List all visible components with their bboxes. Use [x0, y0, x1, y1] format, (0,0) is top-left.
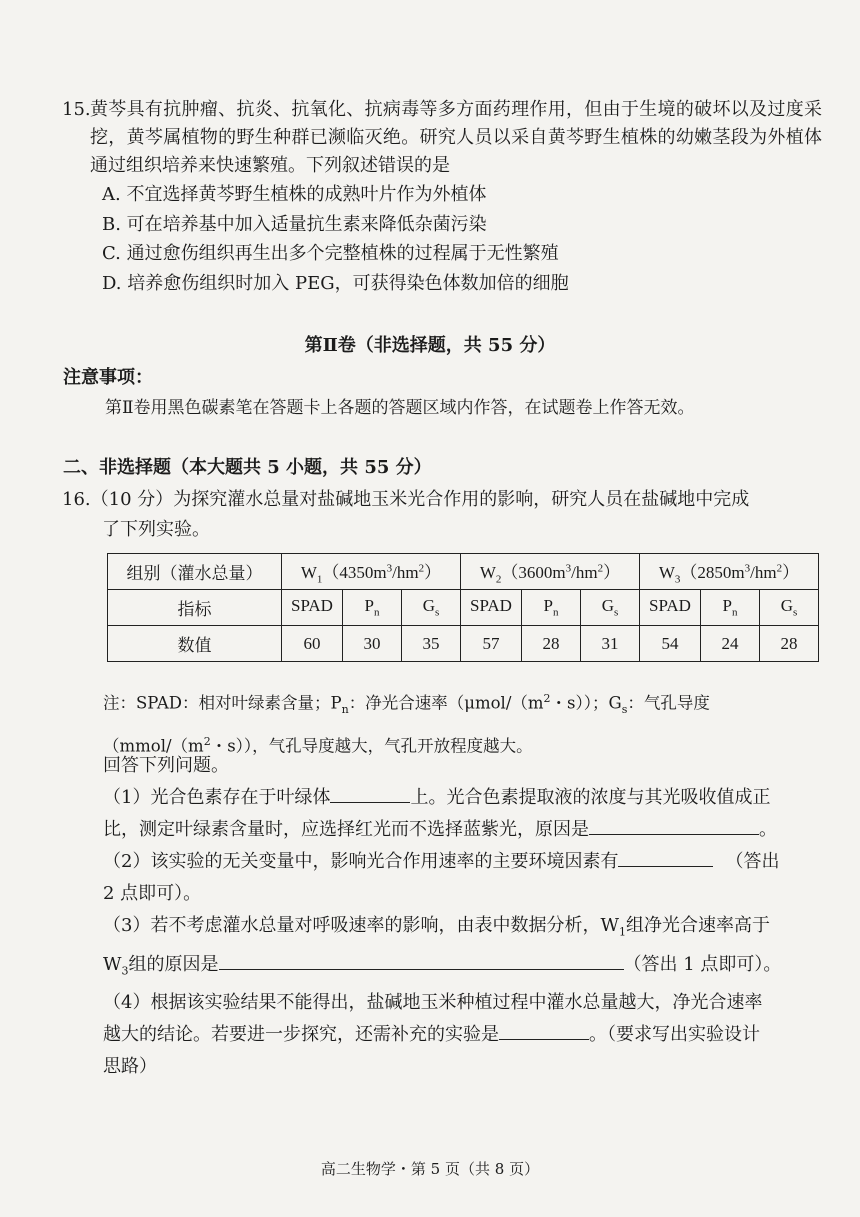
sub-question-4-end: 思路）: [103, 1056, 157, 1078]
answer-blank[interactable]: [618, 846, 713, 867]
indicator-cell: $P_n$: [522, 590, 581, 626]
indicator-cell: $P_n$: [701, 590, 760, 626]
value-cell: 24: [701, 626, 760, 662]
sub-question-3-cont: $W_3$组的原因是 （答出 1 点即可）。: [103, 949, 823, 988]
option-a: A. 不宜选择黄芩野生植株的成熟叶片作为外植体: [102, 184, 487, 205]
table-row-label: 指标: [108, 590, 282, 626]
indicator-cell: $G_s$: [402, 590, 461, 626]
table-header-w1: $W_1(4350m^3/hm^2)$: [282, 554, 461, 590]
question-16: [62, 485, 824, 545]
indicator-cell: $G_s$: [760, 590, 819, 626]
value-cell: 60: [282, 626, 343, 662]
section-title: 第Ⅱ卷（非选择题，共 55 分）: [304, 335, 556, 356]
table-header-w3: $W_3(2850m^3/hm^2)$: [640, 554, 819, 590]
indicator-cell: SPAD: [461, 590, 522, 626]
table-header-w2: $W_2(3600m^3/hm^2)$: [461, 554, 640, 590]
answer-blank[interactable]: [219, 949, 624, 970]
question-stem: 黄芩具有抗肿瘤、抗炎、抗氧化、抗病毒等多方面药理作用，但由于生境的破坏以及过度采挖，黄芩属植物的野生种群已濒临灭绝。研究人员以采自黄芩野生植株的幼嫩茎段为外植体通过组织培养来快速繁殖。下列叙述错误的是: [90, 99, 822, 176]
table-note: 注：SPAD：相对叶绿素含量；$P_n$：净光合速率（$\mu mol/(m^2$・s））；$G_s$：气孔导度 （$mmol/(m^2$・s）），气孔导度越大，气孔开放程度越大。: [103, 692, 710, 756]
table-row: [108, 626, 819, 662]
table-row: [108, 554, 819, 590]
notice-label: 注意事项：: [63, 367, 153, 388]
answer-intro: 回答下列问题。: [103, 755, 229, 776]
sub-question-1: （1）光合色素存在于叶绿体 上。光合色素提取液的浓度与其光吸收值成正: [103, 782, 823, 814]
sub-question-1-cont: 比，测定叶绿素含量时，应选择红光而不选择蓝紫光，原因是 。: [103, 814, 823, 846]
question-number: 15.: [62, 99, 91, 120]
sub-question-4-cont: 越大的结论。若要进一步探究，还需补充的实验是 。（要求写出实验设计: [103, 1019, 823, 1051]
answer-blank[interactable]: [330, 782, 410, 803]
table-header-group: 组别（灌水总量）: [108, 554, 282, 590]
indicator-cell: $G_s$: [581, 590, 640, 626]
indicator-cell: $P_n$: [343, 590, 402, 626]
question-number: 16.: [62, 489, 91, 510]
data-table: [107, 553, 819, 662]
option-d: D. 培养愈伤组织时加入 PEG，可获得染色体数加倍的细胞: [102, 272, 569, 294]
value-cell: 57: [461, 626, 522, 662]
sub-question-2: （2）该实验的无关变量中，影响光合作用速率的主要环境因素有 （答出: [103, 846, 823, 878]
value-cell: 28: [760, 626, 819, 662]
value-cell: 54: [640, 626, 701, 662]
sub-questions: [103, 750, 823, 1083]
question-stem: （10 分）为探究灌水总量对盐碱地玉米光合作用的影响，研究人员在盐碱地中完成: [90, 489, 750, 510]
question-15: [62, 96, 822, 298]
option-c: C. 通过愈伤组织再生出多个完整植株的过程属于无性繁殖: [102, 243, 559, 264]
option-b: B. 可在培养基中加入适量抗生素来降低杂菌污染: [102, 213, 487, 235]
answer-blank[interactable]: [589, 814, 759, 835]
value-cell: 28: [522, 626, 581, 662]
page-footer: 高二生物学・第 5 页（共 8 页）: [320, 1160, 540, 1178]
sub-question-2-cont: 2 点即可）。: [103, 883, 202, 904]
indicator-cell: SPAD: [640, 590, 701, 626]
value-cell: 30: [343, 626, 402, 662]
value-cell: 31: [581, 626, 640, 662]
table-row-label: 数值: [108, 626, 282, 662]
value-cell: 35: [402, 626, 461, 662]
indicator-cell: SPAD: [282, 590, 343, 626]
sub-question-3: （3）若不考虑灌水总量对呼吸速率的影响，由表中数据分析，$W_1$组净光合速率高于: [103, 915, 770, 939]
notice-text: 第Ⅱ卷用黑色碳素笔在答题卡上各题的答题区域内作答，在试题卷上作答无效。: [105, 398, 695, 418]
part-two-title: 二、非选择题（本大题共 5 小题，共 55 分）: [63, 457, 432, 478]
sub-question-4: （4）根据该实验结果不能得出，盐碱地玉米种植过程中灌水总量越大，净光合速率: [103, 992, 763, 1014]
question-stem-continued: 了下列实验。: [102, 519, 210, 540]
answer-blank[interactable]: [499, 1019, 589, 1040]
table-row: [108, 590, 819, 626]
